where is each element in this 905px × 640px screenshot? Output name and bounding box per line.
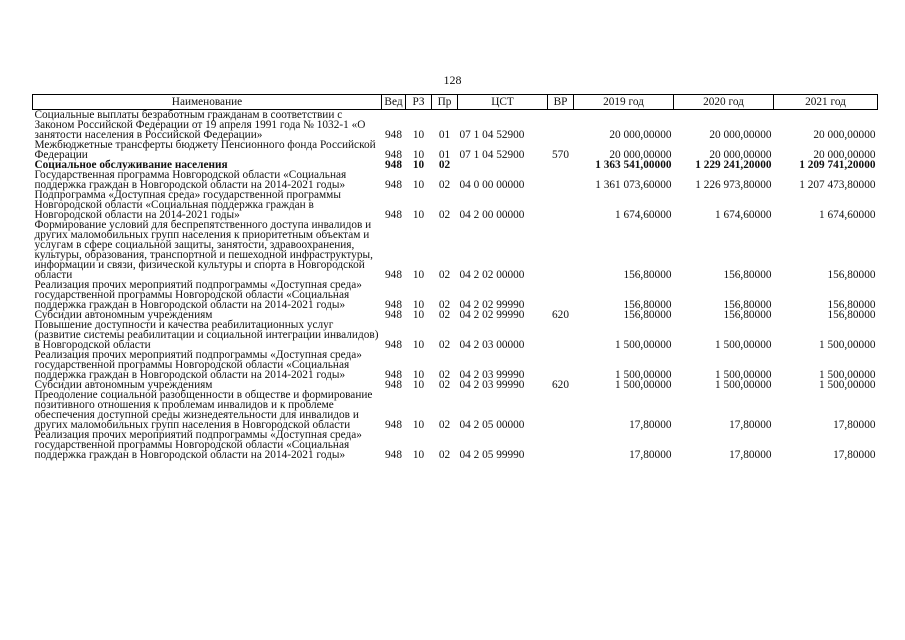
- row-pr: 02: [438, 309, 451, 321]
- row-vr: 570: [552, 149, 569, 161]
- row-vr: [548, 110, 574, 141]
- row-vr: 620: [552, 379, 569, 391]
- row-rz: 10: [412, 129, 425, 141]
- row-pr: 01: [438, 129, 451, 141]
- row-value-2021: 156,80000: [827, 309, 876, 321]
- header-ved: Вед: [382, 95, 406, 110]
- table-row: [33, 430, 878, 460]
- row-cst: 04 2 05 00000: [459, 419, 525, 431]
- row-cst: 04 2 02 99990: [459, 299, 525, 311]
- row-ved: 948: [385, 309, 402, 321]
- row-cst: 04 2 03 99990: [459, 369, 525, 381]
- row-value-2020: 156,80000: [723, 269, 772, 281]
- row-pr: 02: [438, 369, 451, 381]
- row-value-2019: 1 500,00000: [615, 379, 672, 391]
- row-cst: 04 2 03 99990: [459, 379, 525, 391]
- row-ved: 948: [385, 299, 402, 311]
- row-value-2020: 1 500,00000: [715, 379, 772, 391]
- row-value-2021: 156,80000: [827, 299, 876, 311]
- row-value-2020: 1 500,00000: [715, 369, 772, 381]
- row-name: Преодоление социальной разобщенности в обществе и формирование позитивного отношения к проблемам инвалидов и к проблеме обеспечения доступной среды жизнедеятельности для инвалидов и других маломобильных групп населения в Новгородской области: [34, 389, 373, 431]
- table-row: [33, 220, 878, 280]
- table-row: [33, 170, 878, 190]
- row-name: Субсидии автономным учреждениям: [34, 309, 213, 321]
- row-value-2021: 20 000,00000: [813, 129, 876, 141]
- row-vr: [548, 170, 574, 190]
- row-name: Межбюджетные трансферты бюджету Пенсионного фонда Российской Федерации: [34, 139, 376, 161]
- row-cst: 04 2 05 99990: [459, 449, 525, 461]
- row-value-2019: 1 500,00000: [615, 339, 672, 351]
- row-ved: 948: [385, 209, 402, 221]
- row-vr: [548, 390, 574, 430]
- budget-table: [32, 94, 878, 460]
- row-value-2020: 1 226 973,80000: [695, 179, 772, 191]
- table-row: [33, 390, 878, 430]
- row-value-2020: 1 674,60000: [715, 209, 772, 221]
- row-rz: 10: [412, 179, 425, 191]
- row-value-2021: 20 000,00000: [813, 149, 876, 161]
- row-rz: 10: [412, 299, 425, 311]
- table-row: [33, 350, 878, 380]
- row-pr: 02: [438, 179, 451, 191]
- row-ved: 948: [385, 379, 402, 391]
- row-value-2019: 1 363 541,00000: [595, 159, 672, 171]
- row-ved: 948: [385, 369, 402, 381]
- row-name: Реализация прочих мероприятий подпрограммы «Доступная среда» государственной программы Новгородской области «Социальная поддержка граждан в Новгородской области на 2014-2021 годы»: [34, 429, 362, 461]
- page-number: 128: [443, 73, 462, 87]
- row-rz: 10: [412, 309, 425, 321]
- row-pr: 02: [438, 419, 451, 431]
- row-name: Реализация прочих мероприятий подпрограммы «Доступная среда» государственной программы Новгородской области «Социальная поддержка граждан в Новгородской области на 2014-2021 годы»: [34, 279, 362, 311]
- row-ved: 948: [385, 339, 402, 351]
- row-pr: 02: [438, 379, 451, 391]
- row-pr: 02: [438, 449, 451, 461]
- table-row: [33, 190, 878, 220]
- row-value-2020: 20 000,00000: [709, 129, 772, 141]
- row-value-2020: 17,80000: [729, 419, 772, 431]
- row-pr: 02: [438, 159, 451, 171]
- row-vr: [548, 220, 574, 280]
- row-value-2019: 17,80000: [629, 419, 672, 431]
- row-cst: 04 2 00 00000: [459, 209, 525, 221]
- row-value-2020: 156,80000: [723, 309, 772, 321]
- row-cst: 07 1 04 52900: [459, 149, 525, 161]
- row-cst: 04 2 03 00000: [459, 339, 525, 351]
- row-vr: [548, 160, 574, 170]
- row-name: Повышение доступности и качества реабилитационных услуг (развитие системы реабилитации и социальной интеграции инвалидов) в Новгородской области: [34, 319, 379, 351]
- row-vr: 620: [552, 309, 569, 321]
- row-cst: 07 1 04 52900: [459, 129, 525, 141]
- row-value-2019: 1 361 073,60000: [595, 179, 672, 191]
- row-pr: 02: [438, 209, 451, 221]
- row-value-2020: 156,80000: [723, 299, 772, 311]
- row-cst: 04 0 00 00000: [459, 179, 525, 191]
- row-value-2021: 17,80000: [833, 419, 876, 431]
- row-ved: 948: [385, 449, 402, 461]
- row-rz: 10: [412, 209, 425, 221]
- row-pr: 01: [438, 149, 451, 161]
- row-value-2021: 1 500,00000: [819, 379, 876, 391]
- table-row: [33, 320, 878, 350]
- table-header-row: [33, 95, 878, 110]
- row-rz: 10: [412, 369, 425, 381]
- row-rz: 10: [412, 419, 425, 431]
- row-value-2021: 1 500,00000: [819, 369, 876, 381]
- table-row: [33, 280, 878, 310]
- row-ved: 948: [385, 269, 402, 281]
- row-vr: [548, 350, 574, 380]
- header-pr: Пр: [432, 95, 458, 110]
- row-ved: 948: [385, 159, 402, 171]
- table-row: [33, 140, 878, 160]
- row-ved: 948: [385, 419, 402, 431]
- row-name: Формирование условий для беспрепятственного доступа инвалидов и других маломобильных групп населения к приоритетным объектам и услугам в сфере социальной защиты, занятости, здравоохранения, культуры, образования, транспортной и пешеходной инфраструктуры, информации и связи, физической культуры и спорта в Новгородской области: [34, 219, 373, 281]
- row-value-2020: 1 229 241,20000: [695, 159, 772, 171]
- row-cst: 04 2 02 00000: [459, 269, 525, 281]
- row-name: Социальное обслуживание населения: [34, 159, 228, 171]
- row-value-2019: 156,80000: [623, 299, 672, 311]
- row-pr: 02: [438, 269, 451, 281]
- row-value-2019: 1 674,60000: [615, 209, 672, 221]
- row-rz: 10: [412, 449, 425, 461]
- header-2020: 2020 год: [674, 95, 774, 110]
- row-rz: 10: [412, 379, 425, 391]
- row-rz: 10: [412, 159, 425, 171]
- row-value-2021: 1 500,00000: [819, 339, 876, 351]
- row-value-2020: 17,80000: [729, 449, 772, 461]
- table-row: [33, 110, 878, 141]
- row-rz: 10: [412, 339, 425, 351]
- row-value-2021: 17,80000: [833, 449, 876, 461]
- row-value-2019: 17,80000: [629, 449, 672, 461]
- row-value-2021: 156,80000: [827, 269, 876, 281]
- row-name: Подпрограмма «Доступная среда» государственной программы Новгородской области «Социальная поддержка граждан в Новгородской области на 2014-2021 годы»: [34, 189, 341, 221]
- row-value-2019: 156,80000: [623, 269, 672, 281]
- row-vr: [548, 430, 574, 460]
- row-name: Реализация прочих мероприятий подпрограммы «Доступная среда» государственной программы Новгородской области «Социальная поддержка граждан в Новгородской области на 2014-2021 годы»: [34, 349, 362, 381]
- row-rz: 10: [412, 149, 425, 161]
- row-value-2021: 1 209 741,20000: [799, 159, 876, 171]
- row-vr: [548, 190, 574, 220]
- row-value-2021: 1 674,60000: [819, 209, 876, 221]
- row-ved: 948: [385, 129, 402, 141]
- row-value-2021: 1 207 473,80000: [799, 179, 876, 191]
- row-value-2019: 20 000,00000: [609, 149, 672, 161]
- header-name: Наименование: [33, 95, 382, 110]
- row-value-2019: 20 000,00000: [609, 129, 672, 141]
- row-name: Государственная программа Новгородской области «Социальная поддержка граждан в Новгородской области на 2014-2021 годы»: [34, 169, 347, 191]
- header-2019: 2019 год: [574, 95, 674, 110]
- row-pr: 02: [438, 299, 451, 311]
- row-pr: 02: [438, 339, 451, 351]
- row-name: Субсидии автономным учреждениям: [34, 379, 213, 391]
- row-value-2019: 156,80000: [623, 309, 672, 321]
- header-cst: ЦСТ: [458, 95, 548, 110]
- header-2021: 2021 год: [774, 95, 878, 110]
- row-vr: [548, 320, 574, 350]
- header-rz: РЗ: [406, 95, 432, 110]
- row-cst: [458, 160, 548, 170]
- header-vr: ВР: [548, 95, 574, 110]
- row-rz: 10: [412, 269, 425, 281]
- row-cst: 04 2 02 99990: [459, 309, 525, 321]
- row-value-2019: 1 500,00000: [615, 369, 672, 381]
- row-ved: 948: [385, 179, 402, 191]
- row-vr: [548, 280, 574, 310]
- row-name: Социальные выплаты безработным гражданам в соответствии с Законом Российской Федерации от 19 апреля 1991 года № 1032-1 «О занятости населения в Российской Федерации»: [34, 109, 366, 141]
- row-ved: 948: [385, 149, 402, 161]
- row-value-2020: 20 000,00000: [709, 149, 772, 161]
- row-value-2020: 1 500,00000: [715, 339, 772, 351]
